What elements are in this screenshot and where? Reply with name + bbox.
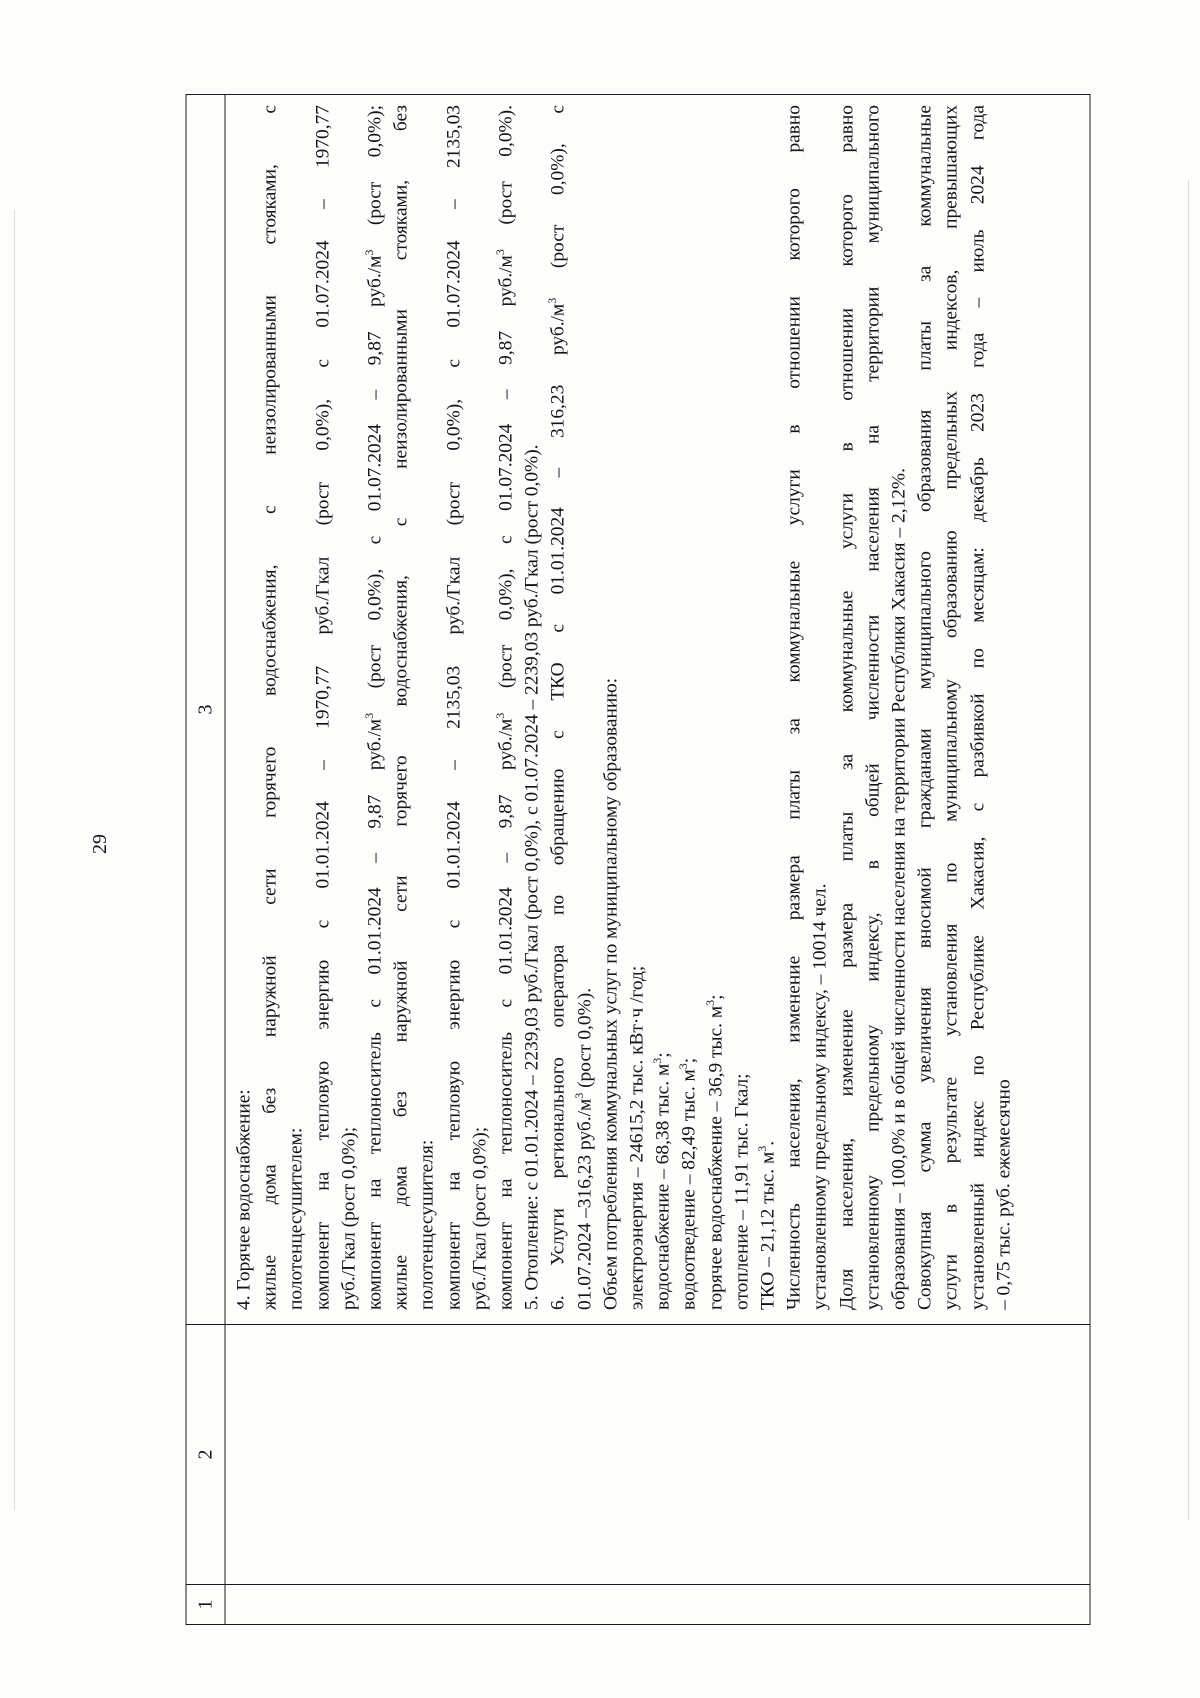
table-header-row bbox=[186, 95, 225, 1625]
header-col-3: 3 bbox=[186, 95, 225, 1325]
text-line: установленному предельному индексу, в общей численности населения на территории муниципального bbox=[861, 105, 883, 1310]
header-col-1: 1 bbox=[186, 1585, 225, 1625]
text-line: компонент на теплоноситель с 01.01.2024 – 9,87 $руб./м^3$ (рост 0,0%), с 01.07.2024 – 9,87 $руб./м^3$ (рост 0,0%); bbox=[361, 104, 386, 1310]
rotated-table-frame bbox=[185, 95, 1090, 1625]
text-line: Доля населения, изменение размера платы за коммунальные услуги в отношении которого равно bbox=[835, 105, 857, 1310]
text-line: отопление – 11,91 тыс. Гкал; bbox=[730, 1073, 752, 1310]
text-line: 01.07.2024 –316,23 $руб./м^3$ (рост 0,0%). bbox=[571, 987, 595, 1310]
text-line: водоснабжение – 68,38 тыс. $м^3$; bbox=[649, 1052, 674, 1310]
text-line: 6. Услуги регионального оператора по обращению с ТКО с 01.01.2024 – 316,23 $руб./м^3$ (рост 0,0%), с bbox=[544, 104, 569, 1310]
text-line: полотенцесушителя: bbox=[416, 1139, 438, 1310]
text-line: установленному предельному индексу, – 10014 чел. bbox=[809, 883, 831, 1310]
text-line: руб./Гкал (рост 0,0%); bbox=[468, 1126, 490, 1310]
text-line: услуги в результате установления по муниципальному образованию предельных индексов, превышающих bbox=[940, 105, 962, 1310]
cell-col-1 bbox=[225, 1585, 1090, 1625]
document-table bbox=[185, 94, 1090, 1625]
text-line: горячее водоснабжение – 36,9 тыс. $м^3$; bbox=[702, 994, 726, 1310]
text-line: руб./Гкал (рост 0,0%); bbox=[337, 1126, 359, 1310]
text-line: компонент на тепловую энергию с 01.01.2024 – 1970,77 руб./Гкал (рост 0,0%), с 01.07.2024 – 1970,77 bbox=[311, 105, 333, 1310]
text-line: жилые дома без наружной сети горячего водоснабжения, с неизолированными стояками, без bbox=[390, 105, 412, 1310]
cell-text-block bbox=[225, 95, 1017, 1324]
header-col-2: 2 bbox=[186, 1325, 225, 1585]
text-line: Объем потребления коммунальных услуг по муниципальному образованию: bbox=[599, 677, 621, 1310]
scan-edge-left bbox=[14, 210, 15, 1510]
text-line: образования – 100,0% и в общей численности населения на территории Республики Хакасия – 2,12%. bbox=[888, 468, 910, 1310]
table-row bbox=[225, 95, 1090, 1625]
cell-col-2 bbox=[225, 1325, 1090, 1585]
text-line: водоотведение – 82,49 тыс. $м^3$; bbox=[675, 1057, 700, 1310]
cell-col-3 bbox=[225, 95, 1090, 1325]
text-line: установленный индекс по Республике Хакасия, с разбивкой по месяцам: декабрь 2023 года – июль 2024 года bbox=[966, 105, 988, 1310]
text-line: компонент на теплоноситель с 01.01.2024 – 9,87 $руб./м^3$ (рост 0,0%), с 01.07.2024 – 9,87 $руб./м^3$ (рост 0,0%). bbox=[492, 105, 517, 1310]
page-number: 29 bbox=[89, 834, 111, 854]
text-line: компонент на тепловую энергию с 01.01.2024 – 2135,03 руб./Гкал (рост 0,0%), с 01.07.2024 – 2135,03 bbox=[442, 105, 464, 1310]
text-line: 5. Отопление: с 01.01.2024 – 2239,03 руб./Гкал (рост 0,0%), с 01.07.2024 – 2239,03 руб./Гкал (рост 0,0%). bbox=[521, 444, 543, 1310]
text-line: Совокупная сумма увеличения вносимой гражданами муниципального образования платы за коммунальные bbox=[914, 105, 936, 1310]
text-line: электроэнергия – 24615,2 тыс. кВт·ч /год; bbox=[626, 965, 648, 1310]
text-line: ТКО – 21,12 тыс. $м^3$. bbox=[754, 1140, 779, 1310]
scan-edge-right bbox=[1188, 180, 1189, 1520]
text-line: полотенцесушителем: bbox=[285, 1127, 307, 1310]
text-line: Численность населения, изменение размера платы за коммунальные услуги в отношении которого равно bbox=[783, 105, 805, 1310]
text-line: 4. Горячее водоснабжение: bbox=[233, 1089, 254, 1310]
text-line: – 0,75 тыс. руб. ежемесячно bbox=[992, 1079, 1014, 1310]
text-line: жилые дома без наружной сети горячего водоснабжения, с неизолированными стояками, с bbox=[259, 105, 281, 1310]
